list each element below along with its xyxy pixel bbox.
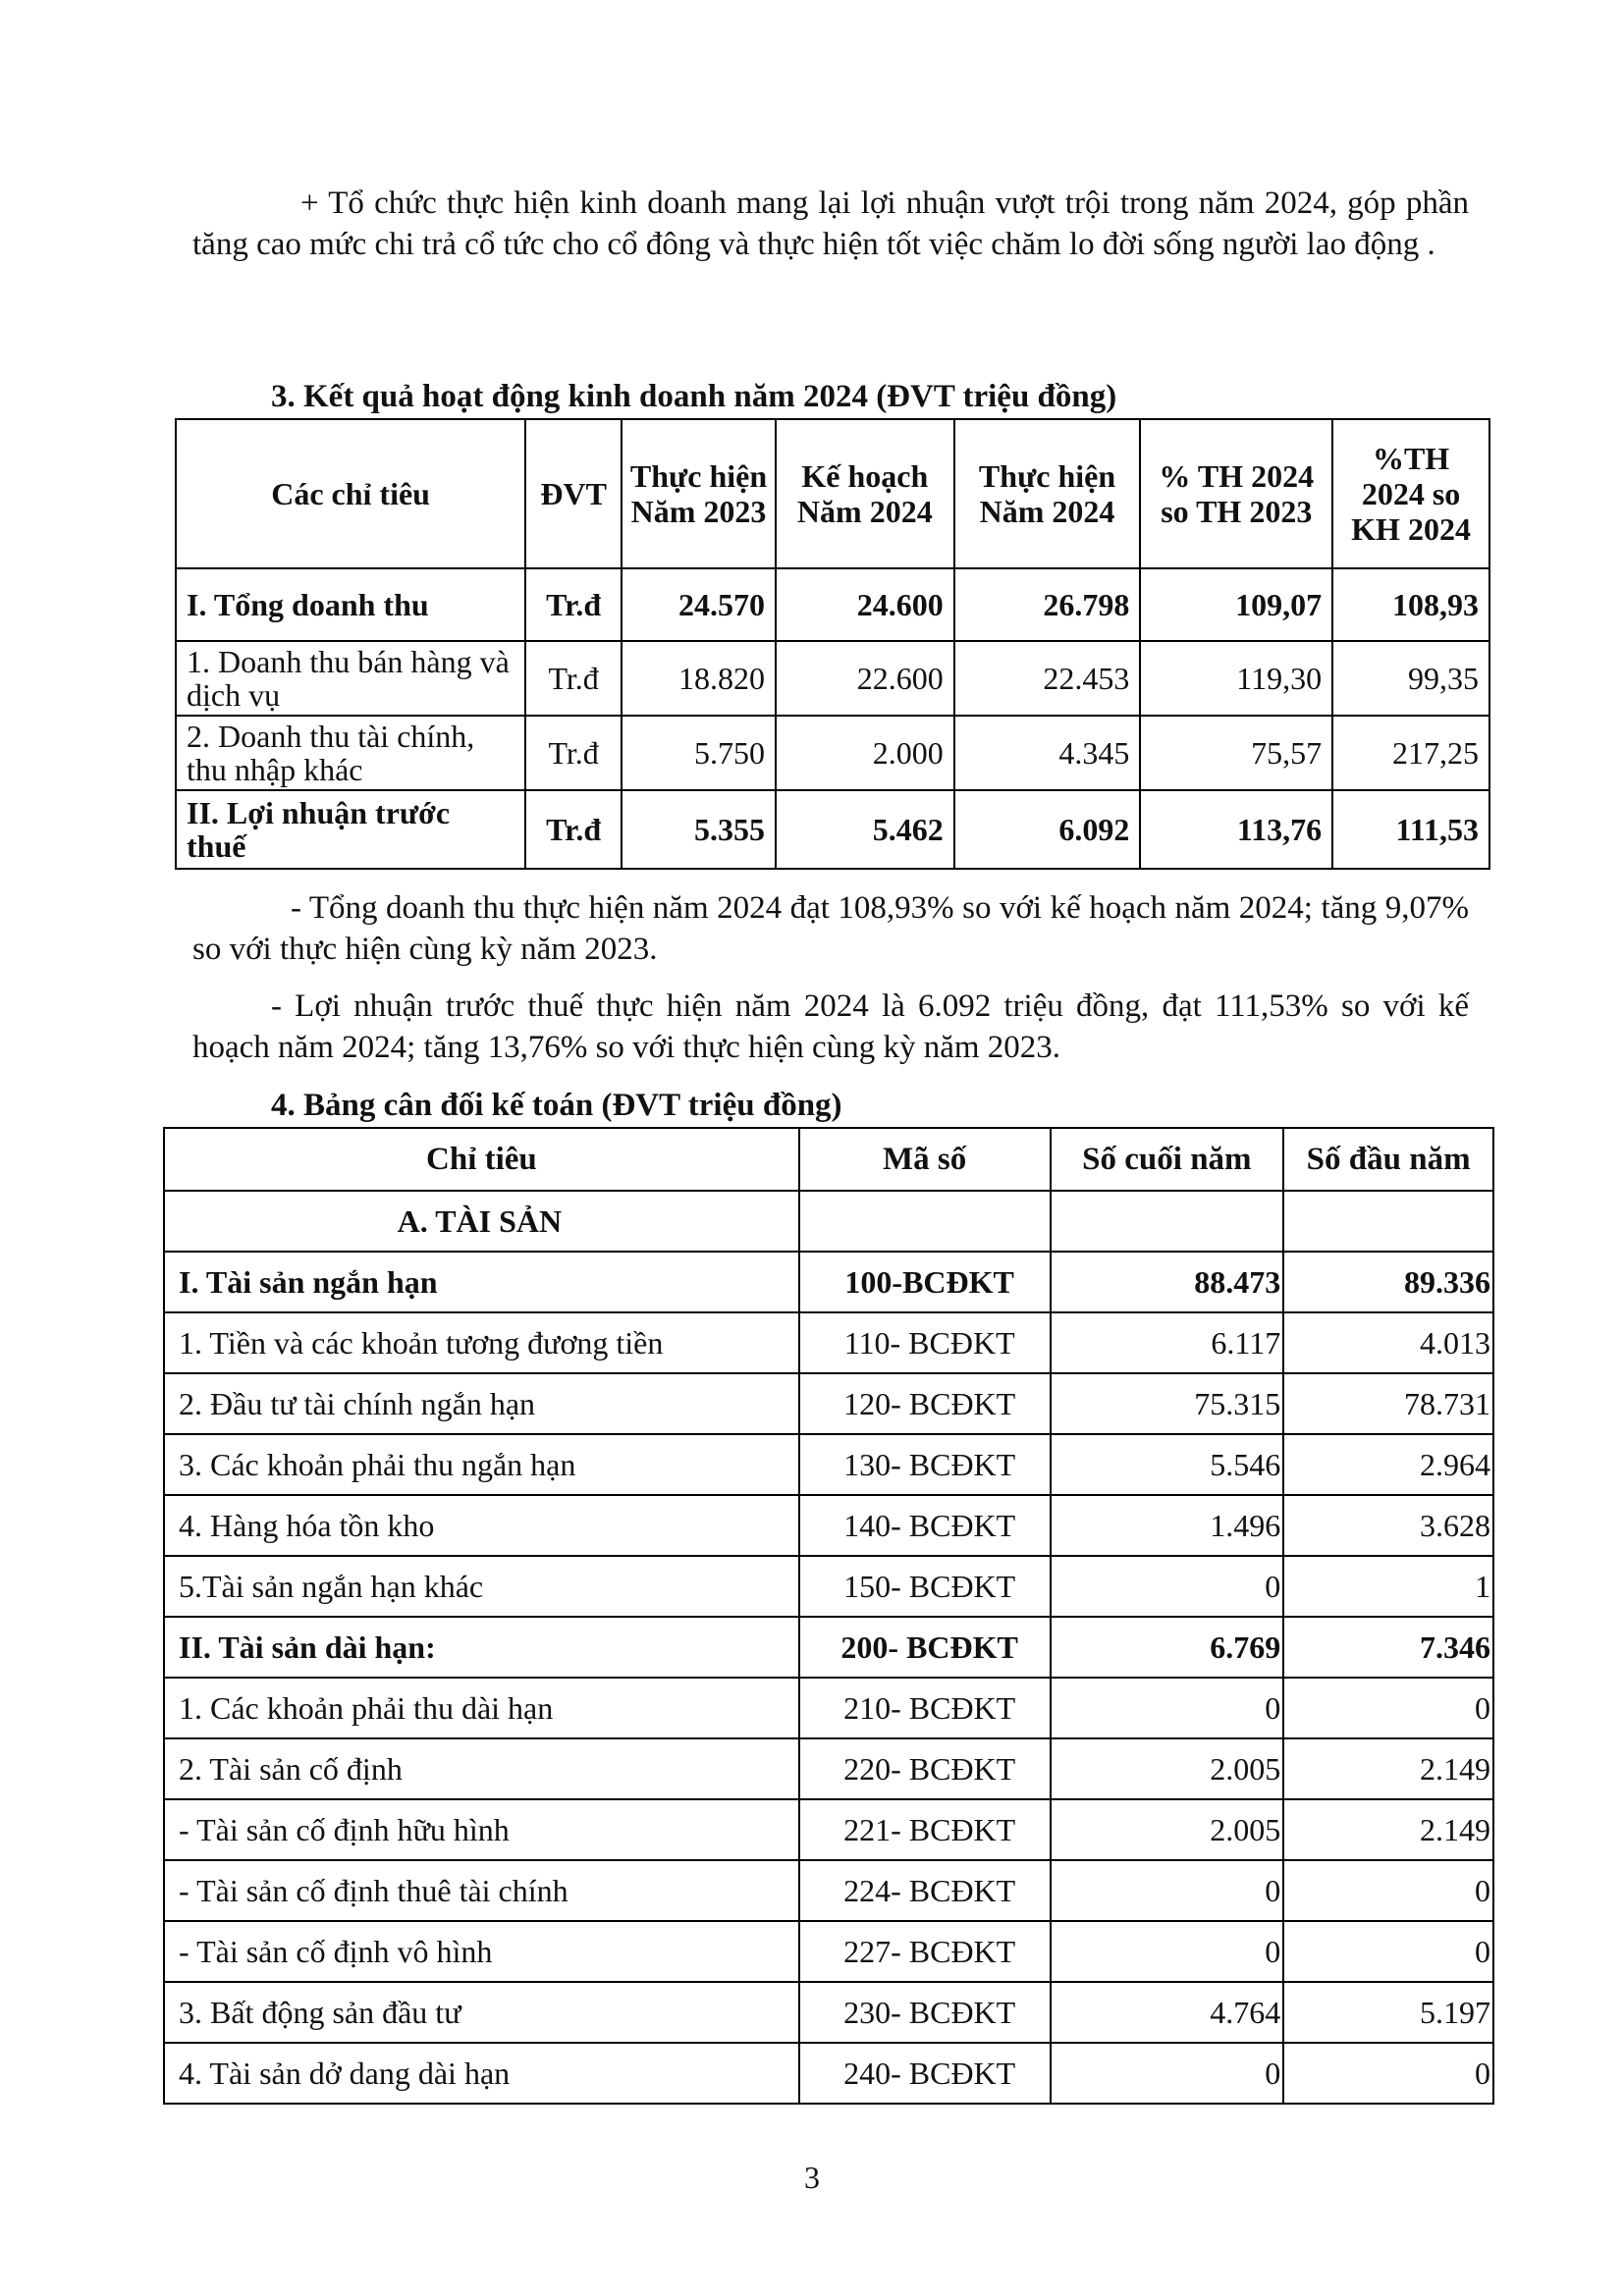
row-label: 4. Hàng hóa tồn kho bbox=[164, 1495, 799, 1556]
intro-paragraph bbox=[192, 183, 1469, 265]
row-pct-kh: 99,35 bbox=[1332, 641, 1489, 716]
row-end: 88.473 bbox=[1051, 1252, 1284, 1312]
table-row bbox=[176, 716, 1489, 790]
row-th2023: 18.820 bbox=[622, 641, 776, 716]
table-row bbox=[164, 1738, 1493, 1799]
row-begin: 89.336 bbox=[1283, 1252, 1493, 1312]
row-end: 75.315 bbox=[1051, 1373, 1284, 1434]
row-end: 4.764 bbox=[1051, 1982, 1284, 2043]
table-row bbox=[164, 1252, 1493, 1312]
table-row bbox=[164, 2043, 1493, 2104]
empty-cell bbox=[1283, 1191, 1493, 1252]
table-row bbox=[176, 641, 1489, 716]
row-code: 140- BCĐKT bbox=[799, 1495, 1051, 1556]
note2-text: - Lợi nhuận trước thuế thực hiện năm 2024 là 6.092 triệu đồng, đạt 111,53% so với kế hoạch năm 2024; tăng 13,76% so với thực hiện cùng kỳ năm 2023. bbox=[192, 988, 1469, 1065]
row-code: 130- BCĐKT bbox=[799, 1434, 1051, 1495]
row-code: 221- BCĐKT bbox=[799, 1799, 1051, 1860]
table-row bbox=[164, 1617, 1493, 1678]
row-code: 230- BCĐKT bbox=[799, 1982, 1051, 2043]
row-kh2024: 2.000 bbox=[776, 716, 954, 790]
row-begin: 2.149 bbox=[1283, 1799, 1493, 1860]
row-code: 240- BCĐKT bbox=[799, 2043, 1051, 2104]
row-code: 220- BCĐKT bbox=[799, 1738, 1051, 1799]
row-code: 200- BCĐKT bbox=[799, 1617, 1051, 1678]
header-cell: Mã số bbox=[799, 1128, 1051, 1191]
table-row bbox=[176, 790, 1489, 869]
row-th2024: 22.453 bbox=[954, 641, 1141, 716]
business-results-table bbox=[175, 418, 1490, 870]
empty-cell bbox=[799, 1191, 1051, 1252]
row-th2024: 26.798 bbox=[954, 568, 1141, 641]
row-begin: 1 bbox=[1283, 1556, 1493, 1617]
row-kh2024: 24.600 bbox=[776, 568, 954, 641]
table-row bbox=[164, 1982, 1493, 2043]
header-cell: Chỉ tiêu bbox=[164, 1128, 799, 1191]
row-begin: 3.628 bbox=[1283, 1495, 1493, 1556]
row-begin: 4.013 bbox=[1283, 1312, 1493, 1373]
row-th2023: 5.355 bbox=[622, 790, 776, 869]
row-pct-th: 113,76 bbox=[1140, 790, 1332, 869]
table-row bbox=[164, 1373, 1493, 1434]
section3-title: 3. Kết quả hoạt động kinh doanh năm 2024 (ĐVT triệu đồng) bbox=[271, 379, 1117, 414]
note1-text: - Tổng doanh thu thực hiện năm 2024 đạt 108,93% so với kế hoạch năm 2024; tăng 9,07% so với thực hiện cùng kỳ năm 2023. bbox=[192, 890, 1469, 967]
row-pct-th: 75,57 bbox=[1140, 716, 1332, 790]
row-unit: Tr.đ bbox=[525, 790, 622, 869]
row-begin: 2.149 bbox=[1283, 1738, 1493, 1799]
table-row bbox=[164, 1434, 1493, 1495]
row-unit: Tr.đ bbox=[525, 568, 622, 641]
table-row bbox=[164, 1799, 1493, 1860]
row-begin: 0 bbox=[1283, 1678, 1493, 1738]
row-label: 5.Tài sản ngắn hạn khác bbox=[164, 1556, 799, 1617]
row-label: 4. Tài sản dở dang dài hạn bbox=[164, 2043, 799, 2104]
intro-text: + Tổ chức thực hiện kinh doanh mang lại lợi nhuận vượt trội trong năm 2024, góp phần tăng cao mức chi trả cổ tức cho cổ đông và thực hiện tốt việc chăm lo đời sống người lao động . bbox=[192, 186, 1469, 262]
row-kh2024: 22.600 bbox=[776, 641, 954, 716]
row-pct-kh: 111,53 bbox=[1332, 790, 1489, 869]
row-th2023: 24.570 bbox=[622, 568, 776, 641]
row-code: 224- BCĐKT bbox=[799, 1860, 1051, 1921]
page-number: 3 bbox=[804, 2160, 820, 2195]
row-code: 100-BCĐKT bbox=[799, 1252, 1051, 1312]
section4-title: 4. Bảng cân đối kế toán (ĐVT triệu đồng) bbox=[271, 1088, 842, 1123]
note1-paragraph bbox=[192, 887, 1469, 970]
row-label: - Tài sản cố định thuê tài chính bbox=[164, 1860, 799, 1921]
section-row bbox=[164, 1191, 1493, 1252]
row-end: 6.117 bbox=[1051, 1312, 1284, 1373]
table-row bbox=[164, 1312, 1493, 1373]
row-label: 2. Tài sản cố định bbox=[164, 1738, 799, 1799]
table-row bbox=[164, 1860, 1493, 1921]
row-code: 227- BCĐKT bbox=[799, 1921, 1051, 1982]
row-label: 1. Tiền và các khoản tương đương tiền bbox=[164, 1312, 799, 1373]
balance-sheet-table bbox=[163, 1127, 1494, 2105]
row-label: 1. Doanh thu bán hàng và dịch vụ bbox=[176, 641, 525, 716]
row-label: 3. Bất động sản đầu tư bbox=[164, 1982, 799, 2043]
row-code: 150- BCĐKT bbox=[799, 1556, 1051, 1617]
row-end: 1.496 bbox=[1051, 1495, 1284, 1556]
table-header-row bbox=[164, 1128, 1493, 1191]
row-begin: 0 bbox=[1283, 1860, 1493, 1921]
row-kh2024: 5.462 bbox=[776, 790, 954, 869]
row-end: 0 bbox=[1051, 1860, 1284, 1921]
row-end: 0 bbox=[1051, 1556, 1284, 1617]
row-label: - Tài sản cố định vô hình bbox=[164, 1921, 799, 1982]
row-begin: 0 bbox=[1283, 1921, 1493, 1982]
empty-cell bbox=[1051, 1191, 1284, 1252]
row-begin: 7.346 bbox=[1283, 1617, 1493, 1678]
row-pct-th: 109,07 bbox=[1140, 568, 1332, 641]
row-label: 3. Các khoản phải thu ngắn hạn bbox=[164, 1434, 799, 1495]
row-end: 6.769 bbox=[1051, 1617, 1284, 1678]
row-label: 1. Các khoản phải thu dài hạn bbox=[164, 1678, 799, 1738]
row-unit: Tr.đ bbox=[525, 716, 622, 790]
section-a-label: A. TÀI SẢN bbox=[164, 1191, 799, 1252]
header-cell: Các chỉ tiêu bbox=[176, 419, 525, 568]
header-cell: Số cuối năm bbox=[1051, 1128, 1284, 1191]
table-row bbox=[164, 1678, 1493, 1738]
header-cell: Số đầu năm bbox=[1283, 1128, 1493, 1191]
table-row bbox=[176, 568, 1489, 641]
row-label: I. Tổng doanh thu bbox=[176, 568, 525, 641]
table-row bbox=[164, 1921, 1493, 1982]
row-begin: 0 bbox=[1283, 2043, 1493, 2104]
row-code: 210- BCĐKT bbox=[799, 1678, 1051, 1738]
row-label: II. Lợi nhuận trước thuế bbox=[176, 790, 525, 869]
header-cell: Thực hiện Năm 2023 bbox=[622, 419, 776, 568]
row-end: 0 bbox=[1051, 1678, 1284, 1738]
row-end: 2.005 bbox=[1051, 1799, 1284, 1860]
row-end: 0 bbox=[1051, 2043, 1284, 2104]
row-th2024: 4.345 bbox=[954, 716, 1141, 790]
row-label: - Tài sản cố định hữu hình bbox=[164, 1799, 799, 1860]
row-code: 120- BCĐKT bbox=[799, 1373, 1051, 1434]
row-begin: 2.964 bbox=[1283, 1434, 1493, 1495]
row-begin: 5.197 bbox=[1283, 1982, 1493, 2043]
header-cell: %TH 2024 so KH 2024 bbox=[1332, 419, 1489, 568]
row-end: 5.546 bbox=[1051, 1434, 1284, 1495]
row-th2024: 6.092 bbox=[954, 790, 1141, 869]
row-end: 0 bbox=[1051, 1921, 1284, 1982]
row-label: 2. Doanh thu tài chính, thu nhập khác bbox=[176, 716, 525, 790]
table-row bbox=[164, 1495, 1493, 1556]
header-cell: Thực hiện Năm 2024 bbox=[954, 419, 1141, 568]
row-pct-kh: 108,93 bbox=[1332, 568, 1489, 641]
row-th2023: 5.750 bbox=[622, 716, 776, 790]
header-cell: % TH 2024 so TH 2023 bbox=[1140, 419, 1332, 568]
row-pct-th: 119,30 bbox=[1140, 641, 1332, 716]
row-end: 2.005 bbox=[1051, 1738, 1284, 1799]
header-cell: Kế hoạch Năm 2024 bbox=[776, 419, 954, 568]
row-label: I. Tài sản ngắn hạn bbox=[164, 1252, 799, 1312]
row-label: 2. Đầu tư tài chính ngắn hạn bbox=[164, 1373, 799, 1434]
row-begin: 78.731 bbox=[1283, 1373, 1493, 1434]
row-unit: Tr.đ bbox=[525, 641, 622, 716]
row-label: II. Tài sản dài hạn: bbox=[164, 1617, 799, 1678]
row-pct-kh: 217,25 bbox=[1332, 716, 1489, 790]
row-code: 110- BCĐKT bbox=[799, 1312, 1051, 1373]
header-cell: ĐVT bbox=[525, 419, 622, 568]
note2-paragraph bbox=[192, 986, 1469, 1068]
table-row bbox=[164, 1556, 1493, 1617]
table-header-row bbox=[176, 419, 1489, 568]
